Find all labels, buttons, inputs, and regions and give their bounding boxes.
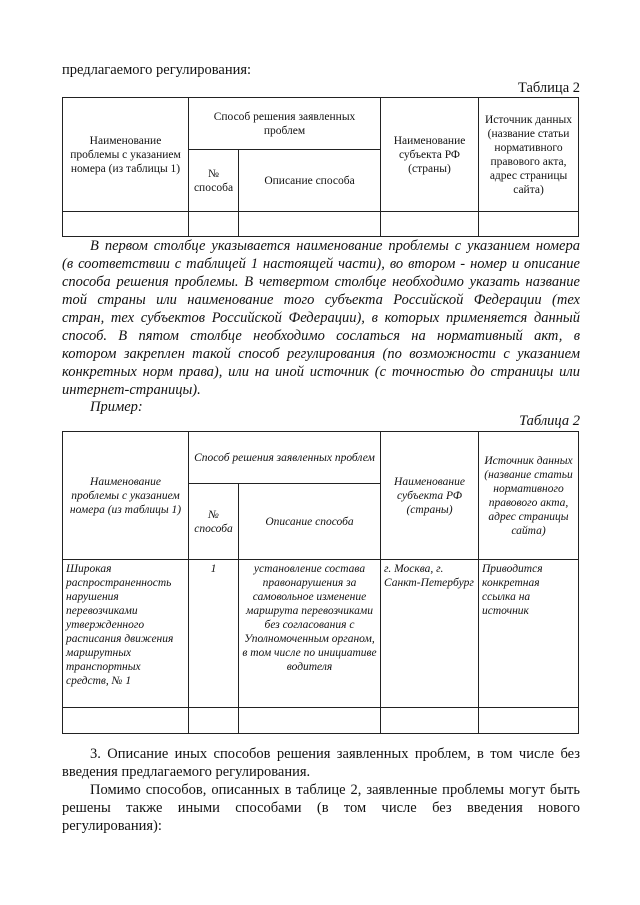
example-label: Пример: xyxy=(90,399,143,415)
closing-line: Помимо способов, описанных в таблице 2, заявленные проблемы могут быть xyxy=(90,782,580,798)
section3-line: введения предлагаемого регулирования. xyxy=(62,764,311,780)
closing-line: решены также иными способами (в том числе без введения нового xyxy=(62,800,580,816)
explanation-line: той страны или наименование того субъекта Российской Федерации (тех xyxy=(62,292,580,308)
table1 xyxy=(62,97,579,237)
table2-header-problem: Наименование проблемы с указанием номера (из таблицы 1) xyxy=(63,432,189,560)
explanation-line: котором закреплен такой способ регулирования (по возможности с указанием xyxy=(62,346,580,362)
table1-header-method-description: Описание способа xyxy=(239,150,381,212)
closing-line: регулирования): xyxy=(62,818,162,834)
table2-cell-source: Приводится конкретная ссылка на источник xyxy=(479,560,579,708)
table2-empty-cell xyxy=(63,708,189,734)
table2 xyxy=(62,431,579,734)
table2-header-source: Источник данных (название статьи нормативного правового акта, адрес страницы сайта) xyxy=(479,432,579,560)
table2-cell-number: 1 xyxy=(189,560,239,708)
table2-empty-cell xyxy=(381,708,479,734)
table2-caption: Таблица 2 xyxy=(519,413,580,429)
explanation-line: способ. В пятом столбце необходимо сослаться на нормативный акт, в xyxy=(62,328,580,344)
table2-header-method-description: Описание способа xyxy=(239,484,381,560)
table1-header-method-group: Способ решения заявленных проблем xyxy=(189,98,381,150)
table2-header-method-number: № способа xyxy=(189,484,239,560)
table2-empty-cell xyxy=(239,708,381,734)
table1-caption: Таблица 2 xyxy=(517,80,580,96)
explanation-line: конкретных норм права), или на иной источник (с точностью до страницы или xyxy=(62,364,580,380)
intro-text: предлагаемого регулирования: xyxy=(62,62,252,78)
table1-header-method-number: № способа xyxy=(189,150,239,212)
table2-empty-cell xyxy=(189,708,239,734)
table1-empty-cell xyxy=(479,212,579,237)
explanation-line: (в соответствии с таблицей 1 настоящей части), во втором - номер и описание xyxy=(62,256,580,272)
table1-header-subject: Наименование субъекта РФ (страны) xyxy=(381,98,479,212)
explanation-line: В первом столбце указывается наименование проблемы с указанием номера xyxy=(90,238,580,254)
table1-empty-cell xyxy=(189,212,239,237)
table2-cell-subject: г. Москва, г. Санкт-Петербург xyxy=(381,560,479,708)
table2-empty-cell xyxy=(479,708,579,734)
table2-header-subject: Наименование субъекта РФ (страны) xyxy=(381,432,479,560)
table1-empty-cell xyxy=(63,212,189,237)
table2-cell-description: установление состава правонарушения за самовольное изменение маршрута перевозчиками без согласования с Уполномоченным органом, в том числе по инициативе водителя xyxy=(239,560,381,708)
table1-empty-cell xyxy=(381,212,479,237)
explanation-line: стран, тех субъектов Российской Федерации), в которых применяется данный xyxy=(62,310,580,326)
table1-header-problem: Наименование проблемы с указанием номера (из таблицы 1) xyxy=(63,98,189,212)
section3-line: 3. Описание иных способов решения заявленных проблем, в том числе без xyxy=(90,746,580,762)
table1-empty-cell xyxy=(239,212,381,237)
explanation-line: способа решения проблемы. В четвертом столбце необходимо указать название xyxy=(62,274,580,290)
explanation-line: интернет-страницы). xyxy=(62,382,201,398)
table2-header-method-group: Способ решения заявленных проблем xyxy=(189,432,381,484)
table2-cell-problem: Широкая распространенность нарушения перевозчиками утвержденного расписания движения маршрутных транспортных средств, № 1 xyxy=(63,560,189,708)
table1-header-source: Источник данных (название статьи нормативного правового акта, адрес страницы сайта) xyxy=(479,98,579,212)
